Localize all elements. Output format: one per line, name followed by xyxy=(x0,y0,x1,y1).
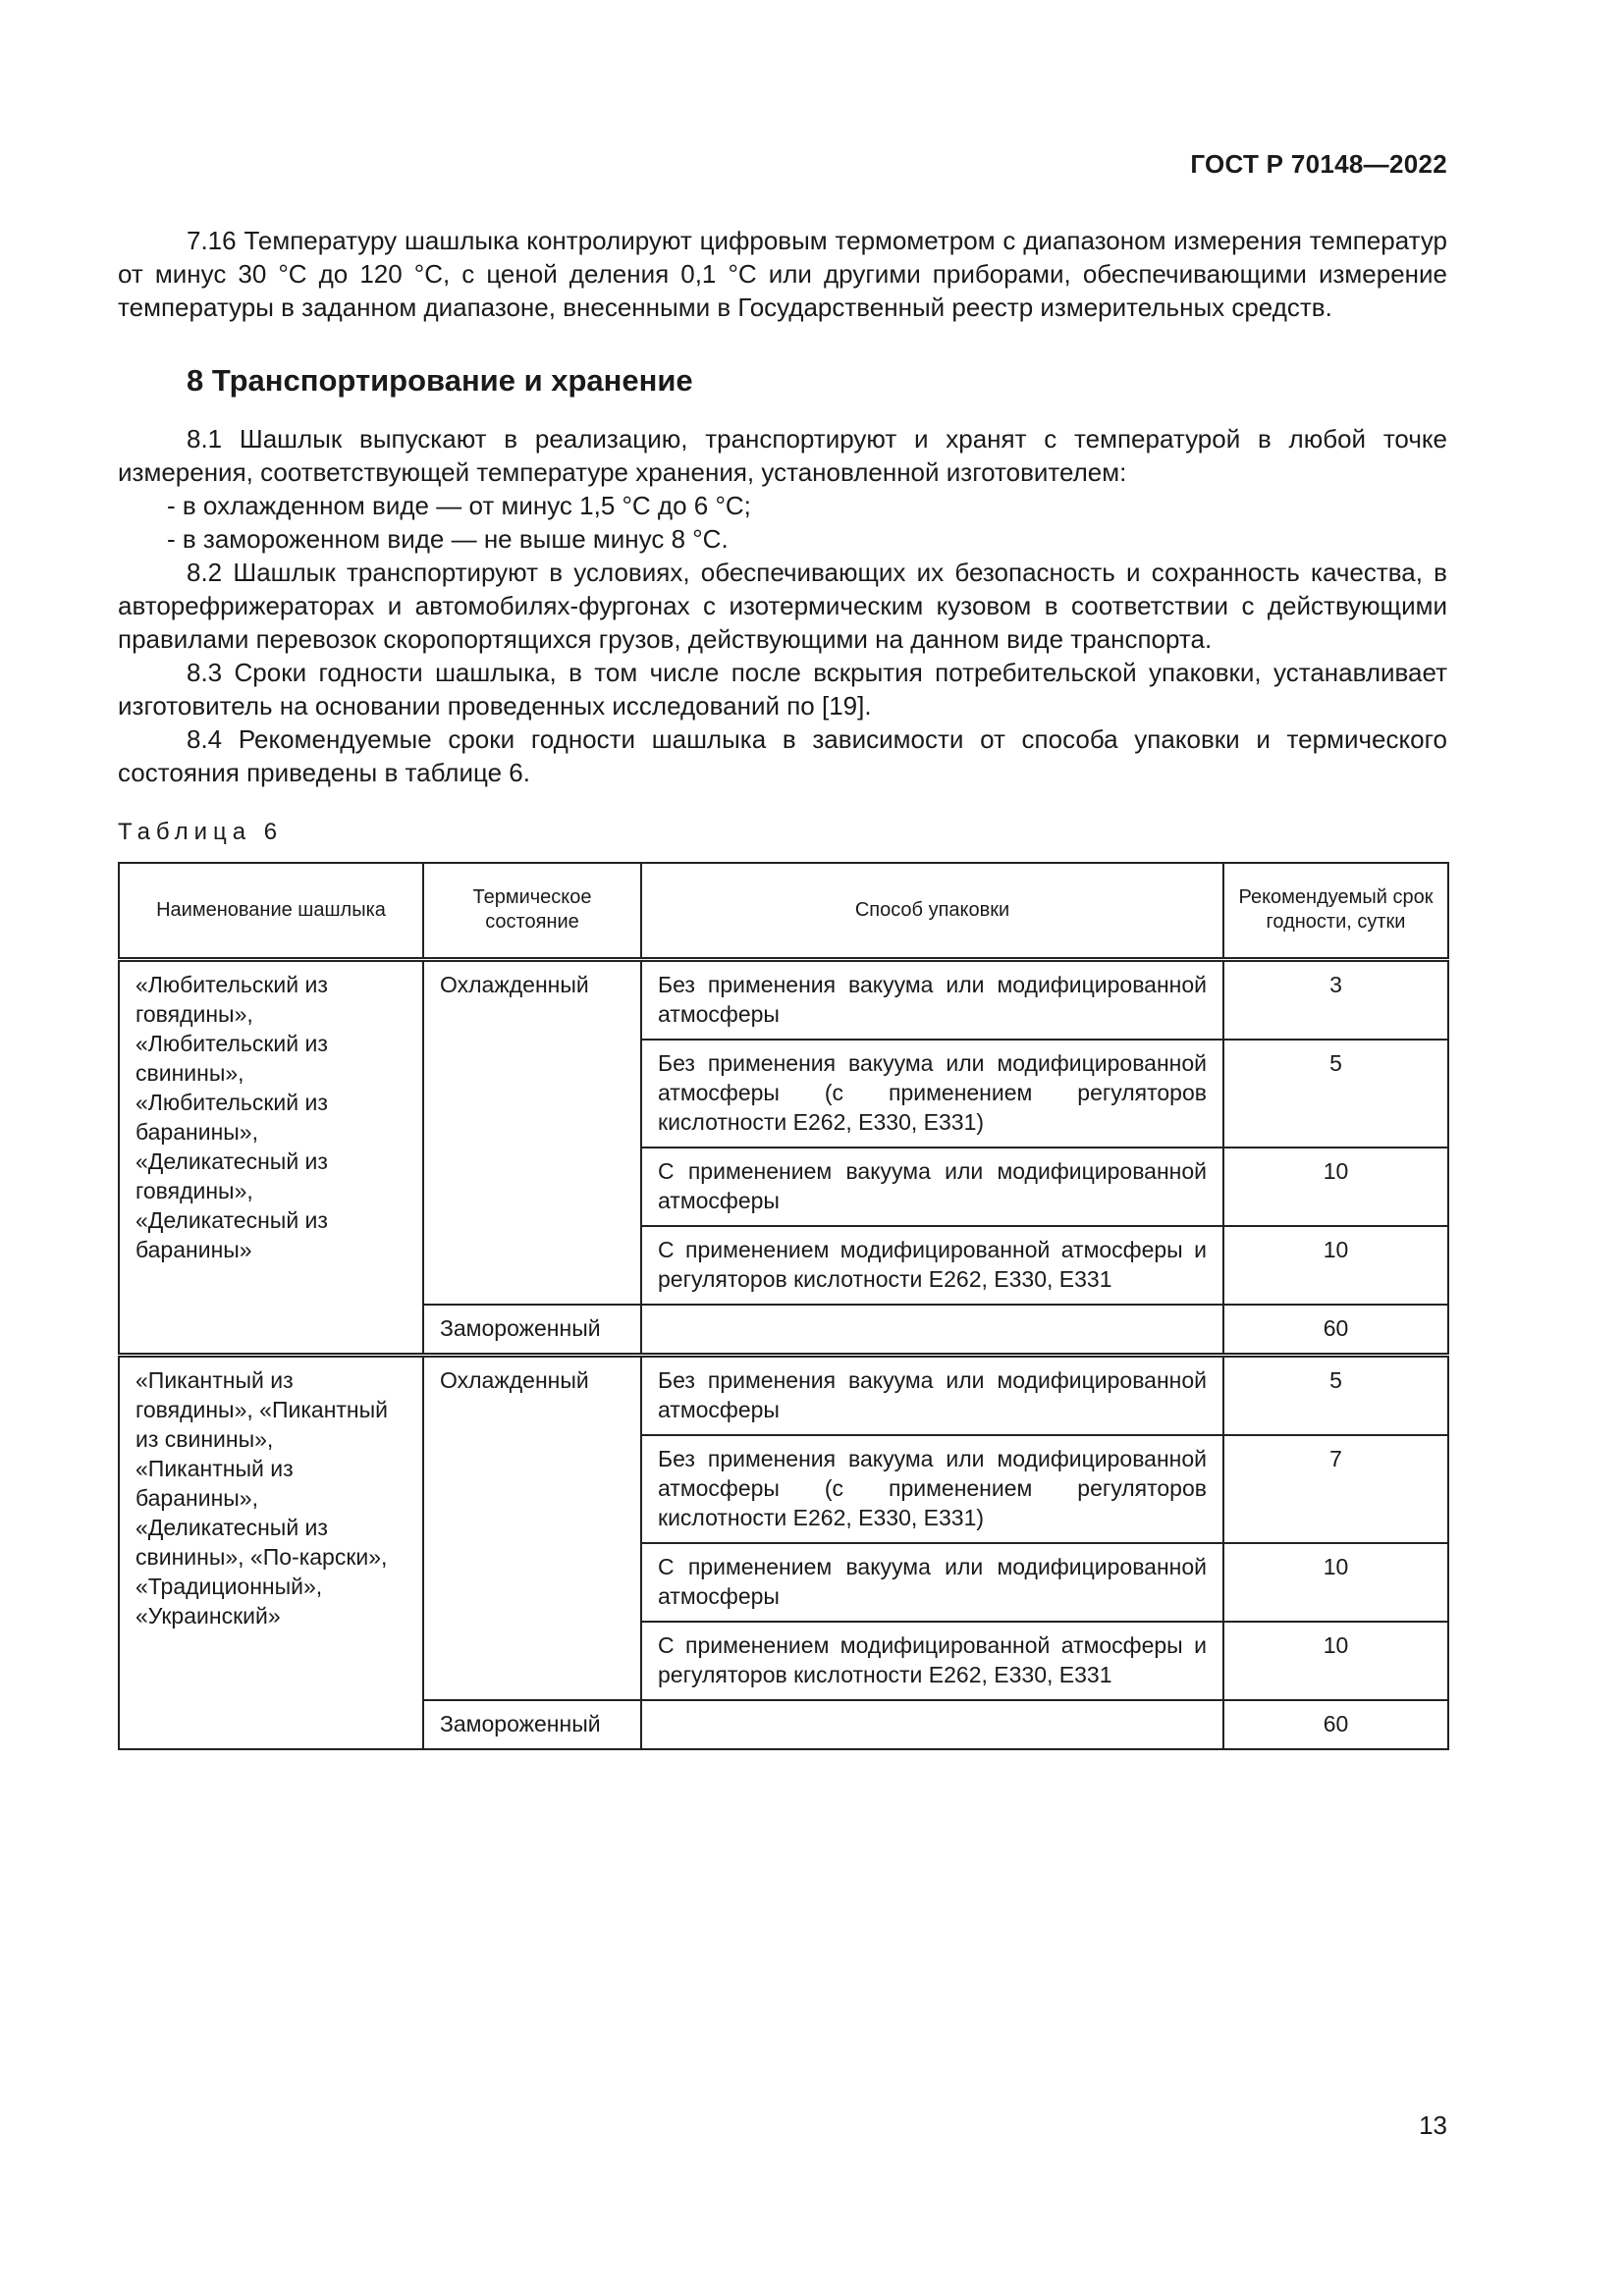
paragraph-8-3: 8.3 Сроки годности шашлыка, в том числе после вскрытия потребительской упаковки, устанавливает изготовитель на основании проведенных исследований по [19]. xyxy=(118,658,1447,721)
list-item-chilled: - в охлажденном виде — от минус 1,5 °С до 6 °С; xyxy=(118,489,1447,522)
packing-cell: С применением модифицированной атмосферы и регуляторов кислотности Е262, Е330, Е331 xyxy=(641,1226,1223,1305)
product-name-cell: «Пикантный из говядины», «Пикантный из свинины», «Пикантный из баранины», «Деликатесный из свинины», «По-карски», «Традиционный», «Украинский» xyxy=(119,1355,423,1749)
header-name: Наименование шашлыка xyxy=(119,863,423,959)
list-item-frozen: - в замороженном виде — не выше минус 8 °С. xyxy=(118,522,1447,556)
table-row xyxy=(119,1355,1448,1435)
packing-cell xyxy=(641,1700,1223,1749)
paragraph-8-1: 8.1 Шашлык выпускают в реализацию, транспортируют и хранят с температурой в любой точке измерения, соответствующей температуре хранения, установленной изготовителем: xyxy=(118,424,1447,487)
days-cell: 10 xyxy=(1223,1226,1448,1305)
shelf-life-table xyxy=(118,862,1449,1750)
packing-cell: Без применения вакуума или модифицированной атмосферы xyxy=(641,959,1223,1040)
packing-cell: Без применения вакуума или модифицированной атмосферы (с применением регуляторов кислотности Е262, Е330, Е331) xyxy=(641,1040,1223,1148)
header-packing: Способ упаковки xyxy=(641,863,1223,959)
paragraph-7-16: 7.16 Температуру шашлыка контролируют цифровым термометром с диапазоном измерения температур от минус 30 °С до 120 °С, с ценой деления 0,1 °С или другими приборами, обеспечивающими измерение температуры в заданном диапазоне, внесенными в Государственный реестр измерительных средств. xyxy=(118,226,1447,322)
thermal-state-cell: Замороженный xyxy=(423,1305,641,1356)
thermal-state-cell: Охлажденный xyxy=(423,1355,641,1700)
days-cell: 5 xyxy=(1223,1355,1448,1435)
table-header-row xyxy=(119,863,1448,959)
packing-cell: С применением вакуума или модифицированной атмосферы xyxy=(641,1543,1223,1622)
days-cell: 10 xyxy=(1223,1622,1448,1700)
days-cell: 10 xyxy=(1223,1148,1448,1226)
section-heading: 8 Транспортирование и хранение xyxy=(187,363,693,398)
days-cell: 10 xyxy=(1223,1543,1448,1622)
header-state: Термическое состояние xyxy=(423,863,641,959)
page-body xyxy=(118,224,1447,1750)
packing-cell: С применением модифицированной атмосферы и регуляторов кислотности Е262, Е330, Е331 xyxy=(641,1622,1223,1700)
days-cell: 5 xyxy=(1223,1040,1448,1148)
days-cell: 60 xyxy=(1223,1700,1448,1749)
paragraph-8-4: 8.4 Рекомендуемые сроки годности шашлыка в зависимости от способа упаковки и термического состояния приведены в таблице 6. xyxy=(118,724,1447,787)
page-number: 13 xyxy=(1419,2110,1447,2140)
document-code: ГОСТ Р 70148—2022 xyxy=(1190,149,1447,179)
days-cell: 3 xyxy=(1223,959,1448,1040)
paragraph-8-2: 8.2 Шашлык транспортируют в условиях, обеспечивающих их безопасность и сохранность качества, в авторефрижераторах и автомобилях-фургонах с изотермическим кузовом в соответствии с действующими правилами перевозок скоропортящихся грузов, действующими на данном виде транспорта. xyxy=(118,558,1447,654)
header-shelf-life: Рекомендуемый срок годности, сутки xyxy=(1223,863,1448,959)
days-cell: 7 xyxy=(1223,1435,1448,1543)
thermal-state-cell: Охлажденный xyxy=(423,959,641,1305)
packing-cell: Без применения вакуума или модифицированной атмосферы (с применением регуляторов кислотности Е262, Е330, Е331) xyxy=(641,1435,1223,1543)
thermal-state-cell: Замороженный xyxy=(423,1700,641,1749)
product-name-cell: «Любительский из говядины», «Любительский из свинины», «Любительский из баранины», «Деликатесный из говядины», «Деликатесный из баранины» xyxy=(119,959,423,1355)
table-caption: Таблица 6 xyxy=(118,819,284,845)
days-cell: 60 xyxy=(1223,1305,1448,1356)
table-row xyxy=(119,959,1448,1040)
packing-cell: С применением вакуума или модифицированной атмосферы xyxy=(641,1148,1223,1226)
packing-cell xyxy=(641,1305,1223,1356)
packing-cell: Без применения вакуума или модифицированной атмосферы xyxy=(641,1355,1223,1435)
